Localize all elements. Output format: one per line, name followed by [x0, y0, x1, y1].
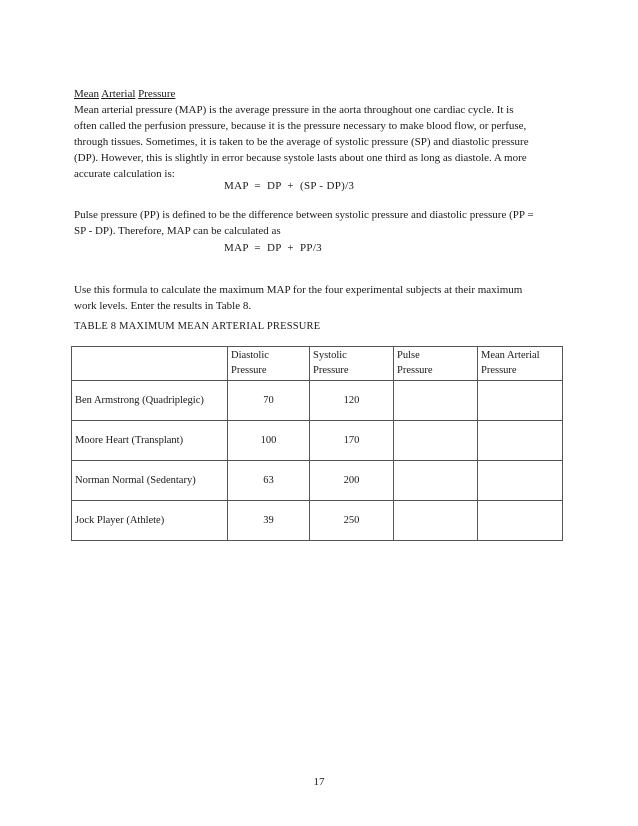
paragraph-instructions [74, 282, 560, 314]
paragraph-pulse-pressure [74, 207, 560, 239]
header-pulse-line1: Pulse [397, 350, 420, 361]
header-map-line2: Pressure [481, 365, 517, 376]
table-row [72, 381, 563, 421]
header-systolic-line1: Systolic [313, 350, 347, 361]
heading-word-arterial: Arterial [101, 88, 136, 100]
page-number: 17 [313, 776, 325, 788]
cell-subject: Norman Normal (Sedentary) [72, 461, 228, 501]
paragraph-line: often called the perfusion pressure, because it is the pressure necessary to make blood flow, or perfuse, [74, 120, 527, 132]
table-title: TABLE 8 MAXIMUM MEAN ARTERIAL PRESSURE [74, 321, 321, 332]
formula-map-pp: MAP = DP + PP/3 [224, 242, 322, 254]
cell-systolic: 200 [310, 461, 394, 501]
heading-word-pressure: Pressure [138, 88, 176, 100]
table-header-row [72, 347, 563, 381]
heading-word-mean: Mean [74, 88, 100, 100]
paragraph-map-definition [74, 102, 560, 182]
header-systolic-line2: Pressure [313, 365, 349, 376]
section-heading [74, 88, 175, 100]
cell-map-empty[interactable] [478, 461, 563, 501]
cell-map-empty[interactable] [478, 421, 563, 461]
cell-diastolic: 39 [228, 501, 310, 541]
cell-subject: Moore Heart (Transplant) [72, 421, 228, 461]
cell-diastolic: 63 [228, 461, 310, 501]
cell-diastolic: 70 [228, 381, 310, 421]
cell-subject: Jock Player (Athlete) [72, 501, 228, 541]
paragraph-line: Mean arterial pressure (MAP) is the average pressure in the aorta throughout one cardiac cycle. It is [74, 104, 514, 116]
paragraph-line: SP - DP). Therefore, MAP can be calculated as [74, 225, 281, 237]
header-pulse-line2: Pressure [397, 365, 433, 376]
header-systolic [310, 347, 394, 381]
formula-map-sp-dp: MAP = DP + (SP - DP)/3 [224, 180, 355, 192]
paragraph-line: accurate calculation is: [74, 168, 175, 180]
paragraph-line: Use this formula to calculate the maximum MAP for the four experimental subjects at their maximum [74, 284, 523, 296]
paragraph-line: Pulse pressure (PP) is defined to be the difference between systolic pressure and diastolic pressure (PP = [74, 209, 534, 221]
cell-subject: Ben Armstrong (Quadriplegic) [72, 381, 228, 421]
paragraph-line: work levels. Enter the results in Table 8. [74, 300, 252, 312]
header-subject [72, 347, 228, 381]
cell-systolic: 120 [310, 381, 394, 421]
table-row [72, 501, 563, 541]
cell-pulse-empty[interactable] [394, 461, 478, 501]
table-row [72, 461, 563, 501]
cell-systolic: 170 [310, 421, 394, 461]
cell-pulse-empty[interactable] [394, 381, 478, 421]
header-map-line1: Mean Arterial [481, 350, 540, 361]
cell-pulse-empty[interactable] [394, 421, 478, 461]
header-diastolic-line2: Pressure [231, 365, 267, 376]
paragraph-line: through tissues. Sometimes, it is taken to be the average of systolic pressure (SP) and diastolic pressure [74, 136, 529, 148]
cell-map-empty[interactable] [478, 501, 563, 541]
cell-systolic: 250 [310, 501, 394, 541]
cell-diastolic: 100 [228, 421, 310, 461]
header-diastolic [228, 347, 310, 381]
header-pulse [394, 347, 478, 381]
paragraph-line: (DP). However, this is slightly in error because systole lasts about one third as long as diastole. A more [74, 152, 527, 164]
header-diastolic-line1: Diastolic [231, 350, 269, 361]
cell-map-empty[interactable] [478, 381, 563, 421]
map-table [71, 346, 563, 541]
table-row [72, 421, 563, 461]
cell-pulse-empty[interactable] [394, 501, 478, 541]
header-map [478, 347, 563, 381]
